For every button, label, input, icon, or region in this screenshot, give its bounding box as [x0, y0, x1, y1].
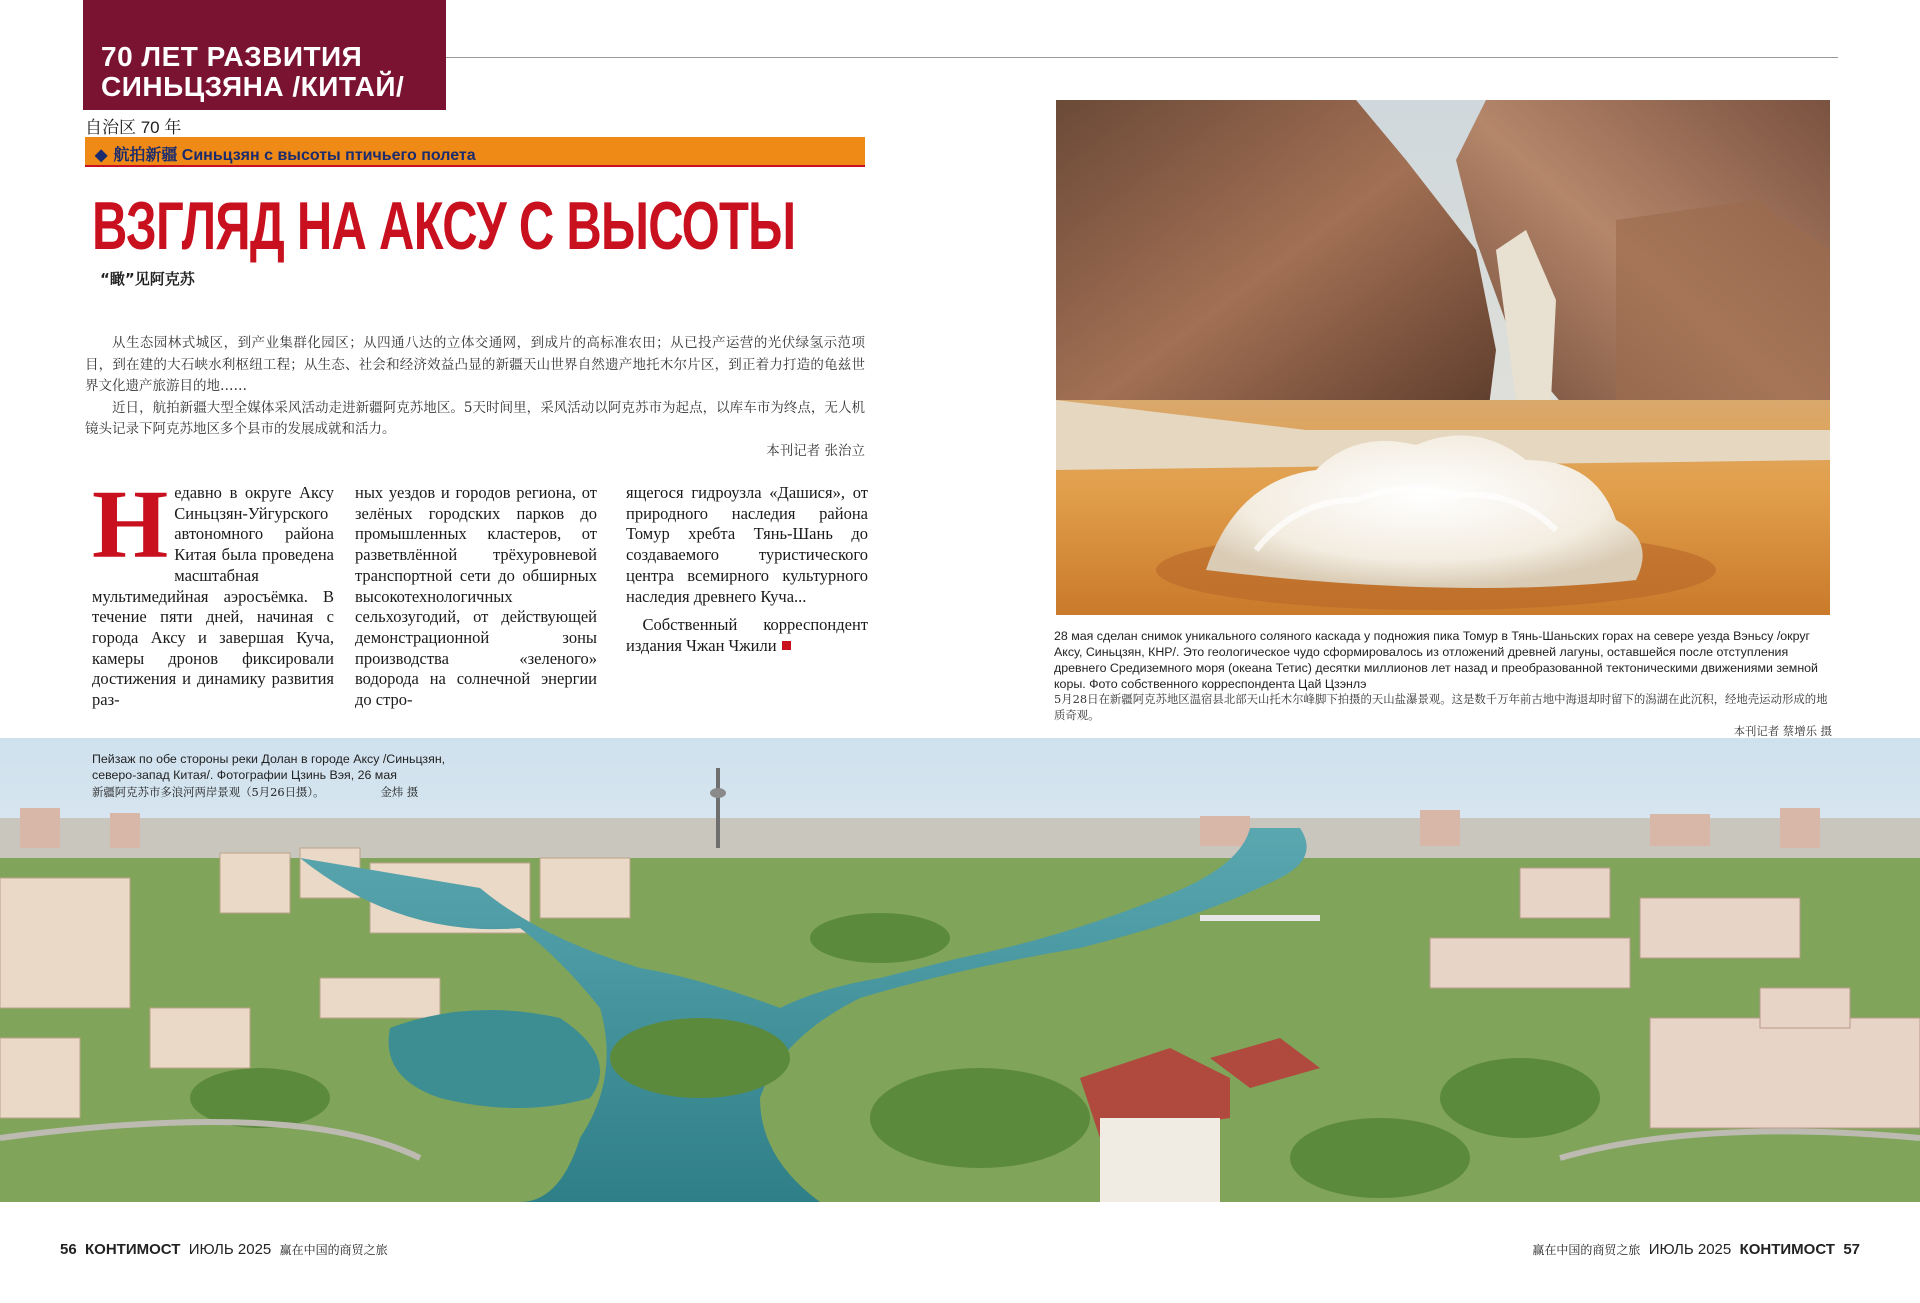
lead-cn-byline: 本刊记者 张治立: [766, 442, 865, 459]
aksu-panorama-image: [0, 738, 1920, 1202]
category-label-ru: Синьцзян с высоты птичьего полета: [181, 147, 476, 164]
panorama-caption-cn-text: 新疆阿克苏市多浪河两岸景观（5月26日摄）。: [92, 785, 325, 799]
section-banner-line-2: СИНЬЦЗЯНА /КИТАЙ/: [101, 71, 405, 102]
body-column-1-text: едавно в округе Аксу Синьцзян-Уйгурского автономного района Китая была проведена масштабная мультимедийная аэросъёмка. В течение пяти дней, начиная с города Аксу и завершая Куча, камеры дронов фиксировали достижения и динамику развития раз-: [92, 483, 334, 710]
salt-cascade-image: [1056, 100, 1830, 615]
magazine-name-left: КОНТИМОСТ: [85, 1241, 181, 1258]
header-rule: [446, 57, 1838, 58]
salt-photo-caption: 28 мая сделан снимок уникального соляного каскада у подножия пика Томур в Тянь-Шаньских горах на севере уезда Вэньсу /округ Аксу, Синьцзян, КНР/. Это геологическое чудо сформировалось из отложений древней лагуны, оставшейся после отступления древнего Средиземного моря (океана Тетис) десятки миллионов лет назад и преобразованной тектоническими движениями земной коры. Фото собственного корреспондента Цай Цзэнлэ: [1054, 629, 1818, 691]
body-column-2: [355, 483, 597, 711]
body-column-2-text: ных уездов и городов региона, от зелёных городских парков до промышленных кластеров, от разветвлённой трёхуровневой транспортной сети до обширных высокотехнологичных сельхозугодий, от действующей демонстрационной зоны производства «зеленого» водорода на солнечной энергии до стро-: [355, 483, 597, 710]
salt-photo-caption-cn-text: 5月28日在新疆阿克苏地区温宿县北部天山托木尔峰脚下拍摄的天山盐瀑景观。这是数千万年前古地中海退却时留下的潟湖在此沉积，经地壳运动形成的地质奇观。: [1054, 692, 1828, 722]
salt-cascade-photo: [1056, 100, 1830, 615]
category-label-cn: 航拍新疆: [113, 147, 178, 164]
section-banner: [83, 0, 446, 110]
lead-cn-paragraph-1: 从生态园林式城区，到产业集群化园区；从四通八达的立体交通网，到成片的高标准农田；从已投产运营的光伏绿氢示范项目，到在建的大石峡水利枢纽工程；从生态、社会和经济效益凸显的新疆天山世界自然遗产地托木尔片区，到正着力打造的龟兹世界文化遗产旅游目的地……: [85, 335, 865, 394]
lead-cn: [85, 333, 865, 462]
salt-photo-byline-cn: 本刊记者 蔡增乐 摄: [1733, 724, 1832, 738]
drop-cap: Н: [92, 471, 169, 579]
page-number-right: 57: [1843, 1241, 1860, 1258]
issue-date-right: ИЮЛЬ 2025: [1648, 1241, 1732, 1258]
author-signoff-text: Собственный корреспондент издания Чжан Чжили: [626, 615, 868, 655]
lead-cn-paragraph-2: 近日，航拍新疆大型全媒体采风活动走进新疆阿克苏地区。5天时间里，采风活动以阿克苏市为起点，以库车市为终点，无人机镜头记录下阿克苏地区多个县市的发展成就和活力。: [85, 399, 865, 437]
panorama-caption-cn: [92, 784, 492, 800]
article-title-cn: “瞰”见阿克苏: [100, 270, 195, 288]
diamond-icon: ◆: [95, 147, 108, 164]
slogan-right: 赢在中国的商贸之旅: [1532, 1243, 1641, 1257]
author-signoff: [626, 615, 868, 656]
article-title: ВЗГЛЯД НА АКСУ С ВЫСОТЫ: [92, 188, 796, 264]
body-column-1: [92, 471, 334, 711]
section-banner-line-1: 70 ЛЕТ РАЗВИТИЯ: [101, 41, 363, 72]
panorama-caption: Пейзаж по обе стороны реки Долан в городе Аксу /Синьцзян, северо-запад Китая/. Фотографии Цзинь Вэя, 26 мая: [92, 752, 446, 782]
body-column-3: [626, 483, 868, 657]
magazine-name-right: КОНТИМОСТ: [1739, 1241, 1835, 1258]
footer-left: [60, 1241, 388, 1258]
end-mark-icon: [782, 641, 791, 650]
body-column-3-text: ящегося гидроузла «Дашися», от природного наследия района Томур хребта Тянь-Шань до создаваемого туристического центра всемирного культурного наследия древнего Куча...: [626, 483, 868, 606]
section-subtitle: 自治区 70 年: [85, 118, 182, 137]
footer-right: [1532, 1241, 1860, 1258]
category-bar: [85, 137, 865, 167]
panorama-credit-cn: 金炜 摄: [380, 785, 419, 799]
issue-date-left: ИЮЛЬ 2025: [188, 1241, 272, 1258]
aksu-panorama-photo: [0, 738, 1920, 1202]
page-number-left: 56: [60, 1241, 77, 1258]
salt-photo-caption-cn: [1054, 691, 1832, 739]
slogan-left: 赢在中国的商贸之旅: [279, 1243, 388, 1257]
